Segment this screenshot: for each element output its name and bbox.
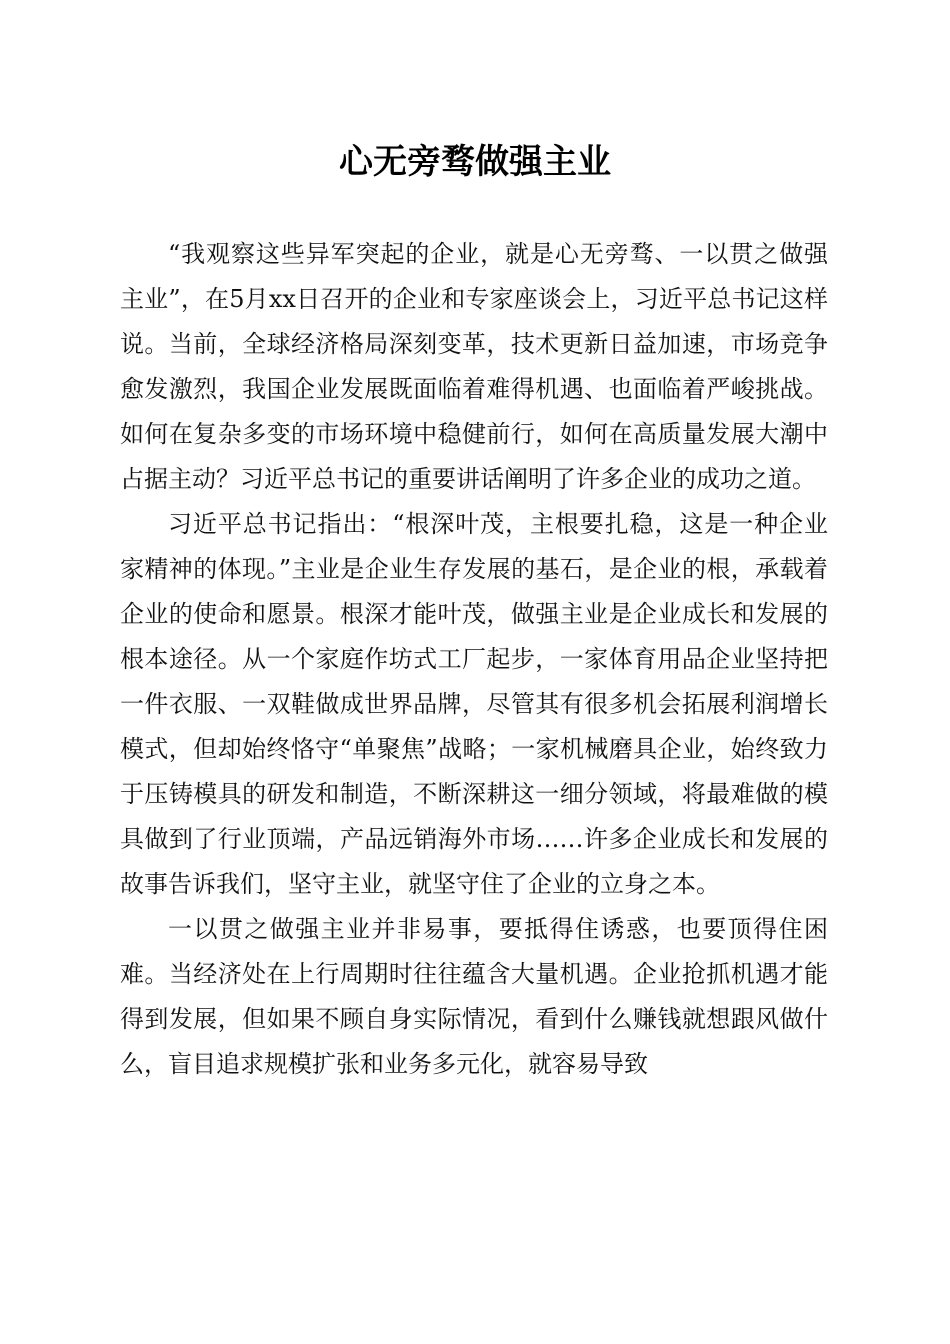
paragraph-2: 习近平总书记指出：“根深叶茂，主根要扎稳，这是一种企业家精神的体现。”主业是企业生存发展的基石，是企业的根，承载着企业的使命和愿景。根深才能叶茂，做强主业是企业成长和发展的根本途径。从一个家庭作坊式工厂起步，一家体育用品企业坚持把一件衣服、一双鞋做成世界品牌，尽管其有很多机会拓展利润增长模式，但却始终恪守“单聚焦”战略；一家机械磨具企业，始终致力于压铸模具的研发和制造，不断深耕这一细分领域，将最难做的模具做到了行业顶端，产品远销海外市场……许多企业成长和发展的故事告诉我们，坚守主业，就坚守住了企业的立身之本。 xyxy=(120,510,828,898)
document-title: 心无旁骛做强主业 xyxy=(339,142,611,182)
paragraph-3: 一以贯之做强主业并非易事，要抵得住诱惑，也要顶得住困难。当经济处在上行周期时往往蕴含大量机遇。企业抢抓机遇才能得到发展，但如果不顾自身实际情况，看到什么赚钱就想跟风做什么，盲目追求规模扩张和业务多元化，就容易导致 xyxy=(120,915,828,1078)
document-body xyxy=(120,232,828,1087)
paragraph-1: “我观察这些异军突起的企业，就是心无旁骛、一以贯之做强主业”，在5月xx日召开的企业和专家座谈会上，习近平总书记这样说。当前，全球经济格局深刻变革，技术更新日益加速，市场竞争愈发激烈，我国企业发展既面临着难得机遇、也面临着严峻挑战。如何在复杂多变的市场环境中稳健前行，如何在高质量发展大潮中占据主动？习近平总书记的重要讲话阐明了许多企业的成功之道。 xyxy=(120,240,828,493)
